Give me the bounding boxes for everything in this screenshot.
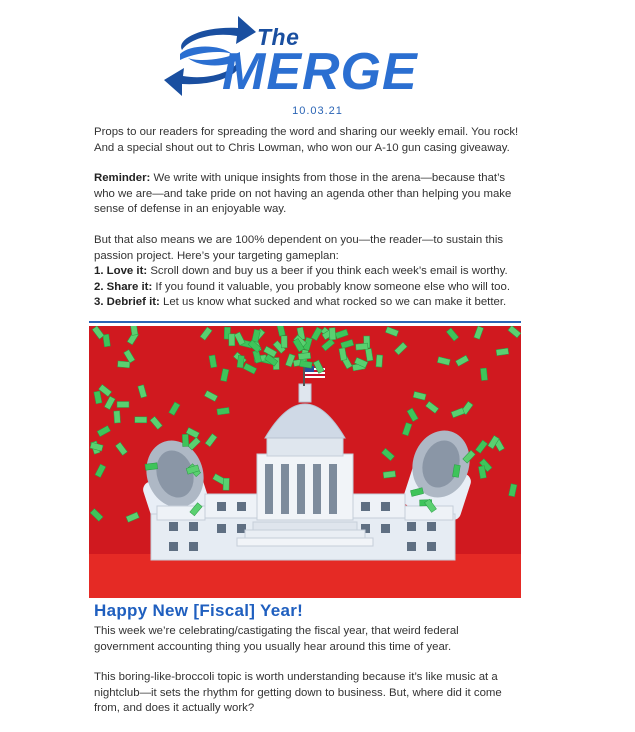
money-bill (182, 434, 188, 446)
list-text: If you found it valuable, you probably know someone else who will too. (152, 280, 510, 293)
hero-image[interactable] (89, 326, 521, 598)
list-label: 3. Debrief it: (94, 296, 160, 309)
reminder-label: Reminder: (94, 172, 151, 185)
newsletter-logo[interactable] (160, 10, 440, 102)
article-paragraph: This week we’re celebrating/castigating the fiscal year, that weird federal government accounting thing you usually hear around this time of year. (94, 625, 459, 653)
reminder-text: We write with unique insights from those in the arena—because that’s who we are—and take pride on not having an agenda other than helping you make sense of defense in an enjoyable way. (94, 172, 512, 216)
money-bill (117, 402, 129, 408)
gameplan-paragraph (94, 233, 520, 311)
article-paragraph: This boring-like-broccoli topic is worth understanding because it’s like music at a nightclub—it sets the rhythm for getting down to business. But, where did it come from, and does it actually work? (94, 671, 502, 715)
money-bill (117, 361, 129, 368)
money-bill (329, 328, 336, 340)
money-bill (281, 336, 287, 348)
money-bill (376, 355, 383, 367)
money-bill (145, 463, 158, 470)
issue-date: 10.03.21 (292, 105, 343, 117)
list-label: 1. Love it: (94, 265, 148, 278)
money-bill (480, 368, 487, 381)
logo-merge-text: MERGE (222, 43, 418, 101)
section-divider (89, 321, 521, 323)
list-text: Scroll down and buy us a beer if you think each week’s email is worthy. (147, 265, 508, 278)
money-bill (223, 478, 229, 490)
money-bill (356, 343, 368, 350)
intro-paragraph: Props to our readers for spreading the word and sharing our weekly email. You rock! And a special shout out to Chris Lowman, who won our A-10 gun casing giveaway. (94, 126, 519, 154)
logo-the-text: The (257, 24, 300, 50)
money-bill (237, 355, 244, 368)
article-body (94, 624, 520, 732)
list-text: Let us know what sucked and what rocked so we can make it better. (159, 296, 507, 309)
article-title: Happy New [Fiscal] Year! (94, 601, 304, 620)
gameplan-intro: But that also means we are 100% dependent on you—the reader—to sustain this passion project. Here’s your targeting gameplan: (94, 233, 504, 262)
money-bill (229, 334, 235, 346)
money-bill (135, 417, 147, 423)
capitol-money-cannons-icon (89, 326, 521, 598)
money-bill (298, 352, 311, 359)
list-label: 2. Share it: (94, 280, 153, 293)
reminder-paragraph (94, 171, 520, 218)
money-bill (114, 411, 121, 423)
money-bill (383, 471, 396, 478)
